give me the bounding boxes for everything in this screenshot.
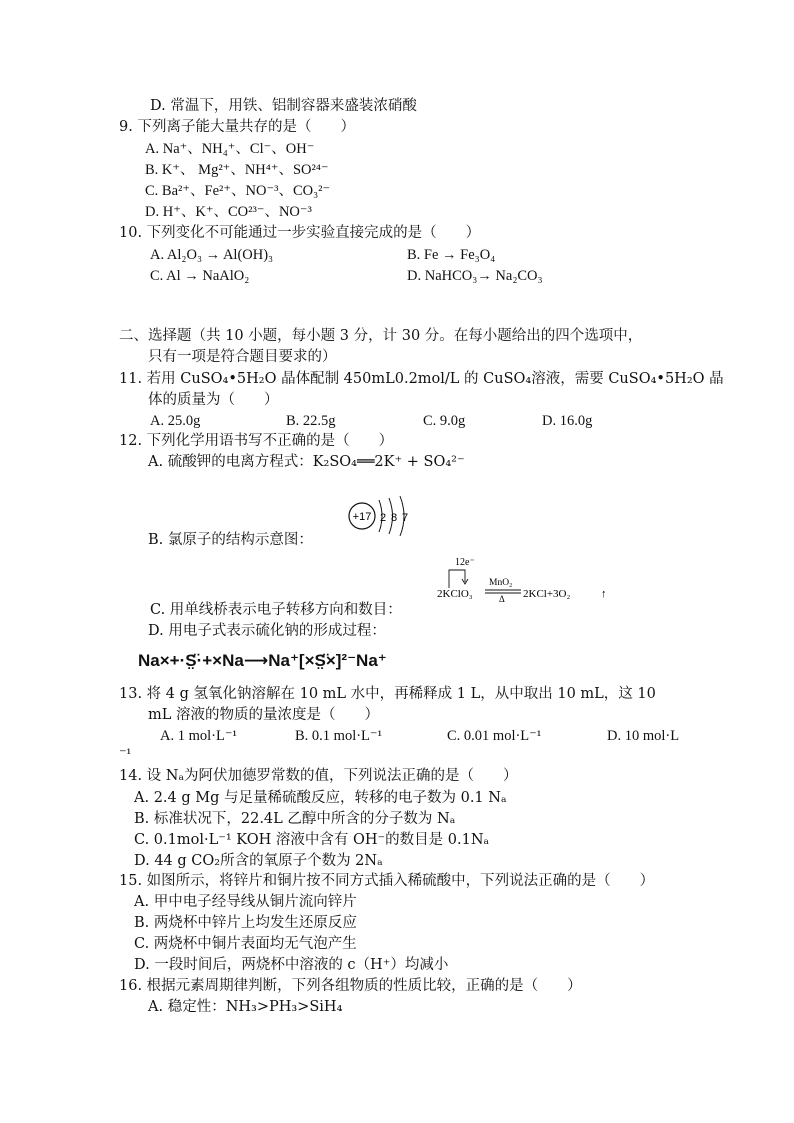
q9-option-d: D. H⁺、K⁺、CO²³⁻、NO⁻³ — [145, 204, 312, 220]
section-2-heading-cont: 只有一项是符合题目要求的） — [148, 349, 337, 365]
q9-option-c: C. Ba²⁺、Fe²⁺、NO⁻³、CO₃²⁻ — [145, 183, 331, 199]
q14-option-d: D. 44 g CO₂所含的氧原子个数为 2Nₐ — [134, 853, 383, 869]
q13-stem: 13. 将 4 g 氢氧化钠溶解在 10 mL 水中，再稀释成 1 L，从中取出 10 mL，这 10 — [119, 686, 656, 702]
q10-option-d: D. NaHCO₃→ Na₂CO₃ — [407, 268, 543, 284]
q14-option-a: A. 2.4 g Mg 与足量稀硫酸反应，转移的电子数为 0.1 Nₐ — [134, 790, 507, 806]
q15-option-d: D. 一段时间后，两烧杯中溶液的 c（H⁺）均减小 — [134, 957, 449, 973]
catalyst: MnO₂ — [489, 578, 513, 588]
q11-option-b: B. 22.5g — [286, 413, 336, 429]
q12-stem: 12. 下列化学用语书写不正确的是（ ） — [119, 433, 394, 449]
q15-option-b: B. 两烧杯中锌片上均发生还原反应 — [134, 915, 357, 931]
shell-3: 7 — [401, 512, 409, 524]
q10-option-a: A. Al₂O₃ → Al(OH)₃ — [150, 247, 274, 263]
products: 2KCl+3O₂ — [523, 588, 571, 600]
q11-stem: 11. 若用 CuSO₄•5H₂O 晶体配制 450mL0.2mol/L 的 CuSO₄溶液，需要 CuSO₄•5H₂O 晶 — [119, 371, 724, 387]
nucleus-charge: +17 — [352, 511, 372, 523]
q15-option-a: A. 甲中电子经导线从铜片流向锌片 — [134, 894, 357, 910]
q13-option-d-wrap: ⁻¹ — [119, 746, 132, 762]
q9-option-b: B. K⁺、 Mg²⁺、NH⁴⁺、SO²⁴⁻ — [145, 162, 329, 178]
q12-option-a: A. 硫酸钾的电离方程式：K₂SO₄══2K⁺ + SO₄²⁻ — [148, 454, 465, 470]
q10-option-c: C. Al → NaAlO₂ — [150, 268, 250, 284]
condition: Δ — [499, 594, 505, 602]
q10-option-b: B. Fe → Fe₃O₄ — [407, 247, 496, 263]
q11-stem-cont: 体的质量为（ ） — [148, 392, 279, 408]
q15-option-c: C. 两烧杯中铜片表面均无气泡产生 — [134, 936, 357, 952]
reactant: 2KClO₃ — [437, 588, 473, 600]
q11-option-c: C. 9.0g — [423, 413, 466, 429]
q12-option-b: B. 氯原子的结构示意图： — [148, 532, 313, 548]
na2s-formation-process: Na×+·S̤̈·+×Na⟶Na⁺[×S̤̈×]²⁻Na⁺ — [138, 651, 387, 670]
q9-option-a: A. Na⁺、NH₄⁺、Cl⁻、OH⁻ — [145, 141, 315, 157]
shell-2: 8 — [390, 512, 398, 524]
redox-equation-diagram — [435, 554, 615, 602]
q14-stem: 14. 设 Nₐ为阿伏加德罗常数的值，下列说法正确的是（ ） — [119, 768, 518, 784]
section-2-heading: 二、选择题（共 10 小题，每小题 3 分，计 30 分。在每小题给出的四个选项中， — [119, 328, 643, 344]
q11-option-a: A. 25.0g — [150, 413, 201, 429]
electron-count: 12e⁻ — [455, 557, 475, 568]
q11-option-d: D. 16.0g — [542, 413, 593, 429]
q10-stem: 10. 下列变化不可能通过一步实验直接完成的是（ ） — [119, 225, 481, 241]
q16-option-a: A. 稳定性：NH₃>PH₃>SiH₄ — [148, 999, 343, 1015]
q13-option-c: C. 0.01 mol·L⁻¹ — [447, 728, 542, 744]
q15-stem: 15. 如图所示，将锌片和铜片按不同方式插入稀硫酸中，下列说法正确的是（ ） — [119, 873, 655, 889]
q12-option-d: D. 用电子式表示硫化钠的形成过程： — [148, 623, 386, 639]
q8-option-d: D. 常温下，用铁、铝制容器来盛装浓硝酸 — [150, 98, 417, 114]
q12-option-c: C. 用单线桥表示电子转移方向和数目： — [150, 602, 402, 618]
q13-stem-cont: mL 溶液的物质的量浓度是（ ） — [148, 707, 379, 723]
q13-option-d: D. 10 mol·L — [607, 728, 680, 744]
q13-option-a: A. 1 mol·L⁻¹ — [160, 728, 237, 744]
q14-option-b: B. 标准状况下，22.4L 乙醇中所含的分子数为 Nₐ — [134, 811, 456, 827]
q13-option-b: B. 0.1 mol·L⁻¹ — [295, 728, 382, 744]
shell-1: 2 — [379, 512, 387, 524]
gas-arrow: ↑ — [601, 588, 607, 600]
chlorine-atom-diagram — [345, 492, 420, 540]
q14-option-c: C. 0.1mol·L⁻¹ KOH 溶液中含有 OH⁻的数目是 0.1Nₐ — [134, 832, 490, 848]
q9-stem: 9. 下列离子能大量共存的是（ ） — [119, 119, 355, 135]
q16-stem: 16. 根据元素周期律判断，下列各组物质的性质比较，正确的是（ ） — [119, 978, 582, 994]
